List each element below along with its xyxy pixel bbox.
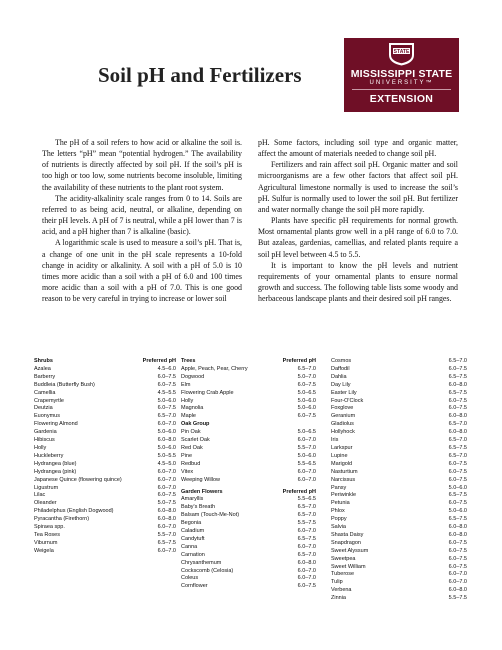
preferred-ph: 5.5–7.5 bbox=[297, 520, 316, 527]
logo-divider bbox=[352, 89, 451, 90]
table-row bbox=[331, 421, 467, 429]
preferred-ph: 6.0–7.0 bbox=[157, 524, 176, 531]
plant-name: Spiraea spp. bbox=[34, 524, 65, 531]
preferred-ph: 5.5–7.0 bbox=[297, 444, 316, 451]
plant-name: Buddleia (Butterfly Bush) bbox=[34, 381, 95, 388]
plant-name: Oleander bbox=[34, 500, 57, 507]
table-row bbox=[181, 437, 316, 445]
preferred-ph: 5.0–5.5 bbox=[157, 452, 176, 459]
table-row bbox=[331, 556, 467, 564]
paragraph: Plants have specific pH requirements for normal growth. Most ornamental plants grow well in a pH range of 6.0 to 7.0. But azaleas, gardenias, camellias, and related plants require a soil pH level between 4.5 to 5.5. bbox=[258, 216, 458, 259]
table-row bbox=[181, 583, 316, 591]
preferred-ph: 6.0–7.0 bbox=[157, 421, 176, 428]
preferred-ph: 6.0–7.5 bbox=[157, 405, 176, 412]
preferred-ph: 5.0–6.0 bbox=[297, 452, 316, 459]
preferred-ph: 6.5–7.0 bbox=[297, 365, 316, 372]
preferred-ph: 6.0–7.0 bbox=[157, 476, 176, 483]
plant-name: Redbud bbox=[181, 460, 201, 467]
table-row bbox=[181, 382, 316, 390]
plant-name: Petunia bbox=[331, 500, 350, 507]
paragraph: It is important to know the pH levels and nutrient requirements of your ornamental plants to ensure normal growth and success. The following table lists some woody and herbaceous landscape plants and their desired soil pH ranges. bbox=[258, 260, 458, 304]
plant-name: Poppy bbox=[331, 516, 347, 523]
plant-name: Canna bbox=[181, 543, 198, 550]
preferred-ph: 6.0–7.0 bbox=[157, 468, 176, 475]
preferred-ph: 6.5–7.0 bbox=[448, 437, 467, 444]
table-row bbox=[331, 461, 467, 469]
preferred-ph: 6.0–8.0 bbox=[448, 413, 467, 420]
plant-name: Weigela bbox=[34, 547, 54, 554]
preferred-ph: 6.0–7.0 bbox=[297, 528, 316, 535]
table-row bbox=[331, 508, 467, 516]
paragraph: Fertilizers and rain affect soil pH. Organic matter and soil microorganisms are a few other factors that affect soil pH. Agricultural limestone normally is used to increase the soil’s pH. Sulfur is normally used to lower the soil pH. But fertilizer and water normally change the soil pH more rapidly. bbox=[258, 160, 458, 214]
table-row bbox=[34, 532, 176, 540]
table-row bbox=[331, 548, 467, 556]
table-row bbox=[34, 366, 176, 374]
table-row bbox=[331, 413, 467, 421]
plant-name: Hollyhock bbox=[331, 429, 355, 436]
plant-name: Vitex bbox=[181, 468, 194, 475]
plant-name: Coleus bbox=[181, 575, 199, 582]
preferred-ph: 6.0–7.5 bbox=[448, 460, 467, 467]
plant-name: Nasturtium bbox=[331, 468, 358, 475]
logo-university-name: MISSISSIPPI STATE bbox=[350, 68, 453, 80]
plant-name: Larkspur bbox=[331, 444, 353, 451]
table-row bbox=[34, 390, 176, 398]
table-row bbox=[181, 560, 316, 568]
preferred-ph: 5.5–7.0 bbox=[157, 531, 176, 538]
plant-name: Zinnia bbox=[331, 595, 346, 602]
table-row bbox=[34, 500, 176, 508]
state-shield-icon bbox=[388, 42, 415, 66]
preferred-ph: 4.5–5.0 bbox=[157, 460, 176, 467]
preferred-ph: 6.5–7.5 bbox=[157, 539, 176, 546]
preferred-ph: 5.0–6.0 bbox=[448, 484, 467, 491]
table-row bbox=[181, 520, 316, 528]
plant-name: Salvia bbox=[331, 524, 346, 531]
plant-name: Deutzia bbox=[34, 405, 53, 412]
page-title: Soil pH and Fertilizers bbox=[98, 63, 302, 87]
logo-university-label: UNIVERSITY™ bbox=[369, 80, 434, 86]
plant-name: Shasta Daisy bbox=[331, 531, 364, 538]
table-row bbox=[34, 398, 176, 406]
table-row bbox=[181, 405, 316, 413]
plant-name: Carnation bbox=[181, 551, 205, 558]
preferred-ph: 6.0–7.0 bbox=[297, 567, 316, 574]
plant-name: Lupine bbox=[331, 452, 348, 459]
table-row bbox=[34, 461, 176, 469]
preferred-ph: 6.0–8.0 bbox=[448, 587, 467, 594]
table-row bbox=[331, 587, 467, 595]
plant-name: Red Oak bbox=[181, 444, 203, 451]
table-row bbox=[34, 413, 176, 421]
msu-extension-logo bbox=[344, 38, 459, 112]
plant-name: Flowering Crab Apple bbox=[181, 389, 234, 396]
plant-name: Pine bbox=[181, 452, 193, 459]
table-row bbox=[34, 492, 176, 500]
table-row bbox=[181, 568, 316, 576]
preferred-ph: 5.0–6.0 bbox=[157, 429, 176, 436]
table-row bbox=[331, 492, 467, 500]
table-row bbox=[34, 453, 176, 461]
preferred-ph: 6.0–8.0 bbox=[297, 559, 316, 566]
table-row bbox=[181, 366, 316, 374]
table-row bbox=[331, 445, 467, 453]
preferred-ph: 6.0–8.0 bbox=[448, 531, 467, 538]
plant-name: Cornflower bbox=[181, 583, 208, 590]
preferred-ph: 6.0–7.0 bbox=[297, 476, 316, 483]
table-row bbox=[331, 564, 467, 572]
plant-name: Cockscomb (Celosia) bbox=[181, 567, 234, 574]
preferred-ph: 6.0–7.5 bbox=[448, 405, 467, 412]
preferred-ph: 6.5–7.0 bbox=[448, 358, 467, 364]
preferred-ph: 6.5–7.5 bbox=[448, 516, 467, 523]
plant-name: Easter Lily bbox=[331, 389, 357, 396]
plant-name: Hydrangea (blue) bbox=[34, 460, 77, 467]
table-row bbox=[331, 405, 467, 413]
preferred-ph: 6.5–7.5 bbox=[448, 373, 467, 380]
preferred-ph: 5.0–6.0 bbox=[157, 444, 176, 451]
preferred-ph: 6.5–7.0 bbox=[297, 504, 316, 511]
plant-name: Marigold bbox=[331, 460, 353, 467]
table-row bbox=[34, 374, 176, 382]
ph-table-shrubs bbox=[34, 358, 176, 556]
preferred-ph: 6.0–7.5 bbox=[448, 563, 467, 570]
table-row bbox=[34, 469, 176, 477]
preferred-ph: 6.0–7.5 bbox=[448, 500, 467, 507]
table-row bbox=[181, 429, 316, 437]
table-row bbox=[331, 358, 467, 366]
preferred-ph: 5.0–7.0 bbox=[297, 373, 316, 380]
plant-name: Elm bbox=[181, 381, 191, 388]
body-column-right bbox=[258, 137, 458, 304]
preferred-ph: 6.0–7.0 bbox=[448, 571, 467, 578]
preferred-ph: 5.0–6.5 bbox=[297, 429, 316, 436]
preferred-ph: 6.0–7.5 bbox=[448, 547, 467, 554]
preferred-ph: 6.0–8.0 bbox=[448, 524, 467, 531]
plant-name: Trees bbox=[181, 358, 196, 364]
table-row bbox=[181, 575, 316, 583]
table-row bbox=[331, 532, 467, 540]
preferred-ph: 6.5–7.5 bbox=[297, 535, 316, 542]
preferred-ph: 6.0–7.5 bbox=[297, 413, 316, 420]
preferred-ph: 6.0–7.0 bbox=[297, 468, 316, 475]
preferred-ph: 6.5–7.0 bbox=[157, 413, 176, 420]
plant-name: Chrysanthemum bbox=[181, 559, 222, 566]
preferred-ph: 4.5–5.5 bbox=[157, 389, 176, 396]
plant-name: Apple, Peach, Pear, Cherry bbox=[181, 365, 248, 372]
preferred-ph: 6.0–7.5 bbox=[157, 381, 176, 388]
preferred-ph: 6.5–7.5 bbox=[448, 389, 467, 396]
preferred-ph: 5.0–6.0 bbox=[448, 508, 467, 515]
plant-name: Caladium bbox=[181, 528, 205, 535]
preferred-ph: 5.0–6.5 bbox=[297, 389, 316, 396]
plant-name: Holly bbox=[34, 444, 47, 451]
paragraph: The acidity-alkalinity scale ranges from 0 to 14. Soils are referred to as being acid, neutral, or alkaline, depending on their pH levels. A pH of 7 is neutral, while a pH lower than 7 is acid, and a pH higher than 7 is alkaline (basic). bbox=[42, 193, 242, 237]
plant-name: Shrubs bbox=[34, 358, 53, 364]
table-row bbox=[34, 405, 176, 413]
ph-table-trees-flowers bbox=[181, 358, 316, 591]
table-row bbox=[34, 437, 176, 445]
plant-name: Hydrangea (pink) bbox=[34, 468, 77, 475]
table-row bbox=[34, 477, 176, 485]
plant-name: Lilac bbox=[34, 492, 46, 499]
plant-name: Weeping Willow bbox=[181, 476, 221, 483]
plant-name: Garden Flowers bbox=[181, 488, 223, 495]
plant-name: Foxglove bbox=[331, 405, 354, 412]
preferred-ph: 6.5–7.0 bbox=[448, 452, 467, 459]
table-row bbox=[34, 429, 176, 437]
table-row bbox=[331, 366, 467, 374]
table-row bbox=[331, 453, 467, 461]
table-row bbox=[34, 485, 176, 493]
table-row bbox=[331, 477, 467, 485]
shield-text: STATE bbox=[393, 49, 410, 55]
table-row bbox=[331, 595, 467, 603]
preferred-ph: 6.0–7.0 bbox=[297, 543, 316, 550]
plant-name: Balsam (Touch-Me-Not) bbox=[181, 512, 240, 519]
table-row bbox=[181, 390, 316, 398]
table-row bbox=[181, 528, 316, 536]
body-column-left bbox=[42, 137, 242, 304]
table-row bbox=[34, 508, 176, 516]
preferred-ph: Preferred pH bbox=[282, 358, 316, 364]
preferred-ph: 6.0–7.5 bbox=[448, 365, 467, 372]
preferred-ph: 5.0–6.0 bbox=[157, 397, 176, 404]
table-row bbox=[34, 445, 176, 453]
plant-name: Cosmos bbox=[331, 358, 352, 364]
table-row bbox=[34, 540, 176, 548]
table-row bbox=[181, 536, 316, 544]
plant-name: Azalea bbox=[34, 365, 51, 372]
preferred-ph: 6.0–7.5 bbox=[448, 539, 467, 546]
preferred-ph: 6.0–7.0 bbox=[297, 437, 316, 444]
table-row bbox=[181, 544, 316, 552]
table-row bbox=[181, 461, 316, 469]
plant-name: Dogwood bbox=[181, 373, 205, 380]
preferred-ph: 6.0–7.5 bbox=[157, 373, 176, 380]
plant-name: Camellia bbox=[34, 389, 56, 396]
preferred-ph: 6.0–7.0 bbox=[297, 575, 316, 582]
plant-name: Baby's Breath bbox=[181, 504, 216, 511]
table-row bbox=[331, 579, 467, 587]
preferred-ph: 5.5–6.5 bbox=[297, 460, 316, 467]
plant-name: Tea Roses bbox=[34, 531, 60, 538]
table-row bbox=[331, 398, 467, 406]
table-row bbox=[34, 516, 176, 524]
table-row bbox=[34, 548, 176, 556]
preferred-ph: 6.5–7.5 bbox=[448, 444, 467, 451]
plant-name: Four-O'Clock bbox=[331, 397, 364, 404]
table-row bbox=[181, 374, 316, 382]
plant-name: Snapdragon bbox=[331, 539, 361, 546]
paragraph: pH. Some factors, including soil type and organic matter, affect the amount of materials needed to change soil pH. bbox=[258, 138, 458, 159]
preferred-ph: 4.5–6.0 bbox=[157, 365, 176, 372]
plant-name: Gardenia bbox=[34, 429, 57, 436]
table-row bbox=[181, 469, 316, 477]
plant-name: Huckleberry bbox=[34, 452, 64, 459]
preferred-ph: 6.0–8.0 bbox=[157, 516, 176, 523]
table-row bbox=[331, 571, 467, 579]
table-row bbox=[181, 398, 316, 406]
table-row bbox=[331, 437, 467, 445]
plant-name: Verbena bbox=[331, 587, 352, 594]
preferred-ph: 5.0–6.0 bbox=[297, 405, 316, 412]
logo-extension-label: EXTENSION bbox=[369, 93, 434, 105]
preferred-ph: 6.5–7.0 bbox=[448, 421, 467, 428]
preferred-ph: Preferred pH bbox=[142, 358, 176, 364]
preferred-ph: 6.0–8.0 bbox=[157, 437, 176, 444]
plant-name: Day Lily bbox=[331, 381, 351, 388]
plant-name: Periwinkle bbox=[331, 492, 357, 499]
preferred-ph: 5.0–7.5 bbox=[157, 500, 176, 507]
table-row bbox=[331, 516, 467, 524]
table-row bbox=[181, 445, 316, 453]
plant-name: Scarlet Oak bbox=[181, 437, 210, 444]
table-row bbox=[34, 421, 176, 429]
table-row bbox=[181, 477, 316, 485]
plant-name: Geranium bbox=[331, 413, 356, 420]
preferred-ph: 6.0–7.0 bbox=[157, 484, 176, 491]
plant-name: Begonia bbox=[181, 520, 202, 527]
ph-table-flowers-continued bbox=[331, 358, 467, 603]
preferred-ph: 6.5–7.0 bbox=[297, 551, 316, 558]
plant-name: Pyracantha (Firethorn) bbox=[34, 516, 90, 523]
plant-name: Daffodil bbox=[331, 365, 350, 372]
preferred-ph: 6.5–7.5 bbox=[448, 492, 467, 499]
plant-name: Oak Group bbox=[181, 421, 210, 428]
table-row bbox=[331, 500, 467, 508]
table-header bbox=[181, 358, 316, 366]
plant-name: Flowering Almond bbox=[34, 421, 78, 428]
plant-name: Magnolia bbox=[181, 405, 204, 412]
table-row bbox=[331, 429, 467, 437]
preferred-ph: 5.5–7.5 bbox=[448, 595, 467, 602]
table-row bbox=[181, 496, 316, 504]
plant-name: Barberry bbox=[34, 373, 56, 380]
table-row bbox=[181, 504, 316, 512]
preferred-ph: 6.0–8.0 bbox=[448, 381, 467, 388]
plant-name: Gladiolus bbox=[331, 421, 354, 428]
table-row bbox=[331, 485, 467, 493]
table-row bbox=[331, 382, 467, 390]
plant-name: Narcissus bbox=[331, 476, 356, 483]
table-row bbox=[331, 524, 467, 532]
table-row bbox=[331, 469, 467, 477]
preferred-ph: 6.0–7.5 bbox=[448, 468, 467, 475]
preferred-ph: 6.0–7.0 bbox=[157, 547, 176, 554]
plant-name: Pansy bbox=[331, 484, 347, 491]
preferred-ph: 6.0–7.5 bbox=[157, 492, 176, 499]
preferred-ph: 6.5–7.0 bbox=[297, 512, 316, 519]
plant-name: Euonymus bbox=[34, 413, 60, 420]
plant-name: Holly bbox=[181, 397, 194, 404]
preferred-ph: 5.0–6.0 bbox=[297, 397, 316, 404]
plant-name: Tulip bbox=[331, 579, 343, 586]
table-row bbox=[331, 390, 467, 398]
plant-name: Pin Oak bbox=[181, 429, 201, 436]
plant-name: Crapemyrtle bbox=[34, 397, 64, 404]
table-row bbox=[181, 512, 316, 520]
table-row bbox=[34, 382, 176, 390]
plant-name: Philadelphus (English Dogwood) bbox=[34, 508, 114, 515]
plant-name: Amaryllis bbox=[181, 496, 204, 503]
preferred-ph: 6.0–7.5 bbox=[297, 583, 316, 590]
plant-name: Maple bbox=[181, 413, 196, 420]
preferred-ph: 6.0–7.0 bbox=[448, 579, 467, 586]
table-row bbox=[331, 540, 467, 548]
plant-name: Ligustrum bbox=[34, 484, 59, 491]
table-row bbox=[34, 524, 176, 532]
table-row bbox=[181, 453, 316, 461]
table-row bbox=[181, 413, 316, 421]
plant-name: Sweetpea bbox=[331, 555, 356, 562]
preferred-ph: 6.0–7.5 bbox=[448, 476, 467, 483]
preferred-ph: 6.0–7.5 bbox=[448, 555, 467, 562]
plant-name: Candytuft bbox=[181, 535, 205, 542]
preferred-ph: Preferred pH bbox=[282, 488, 316, 495]
plant-name: Phlox bbox=[331, 508, 345, 515]
paragraph: The pH of a soil refers to how acid or alkaline the soil is. The letters “pH” mean “potential hydrogen.” The availability of nutrients is directly affected by soil pH. If the soil’s pH is too high or too low, some nutrients become insoluble, limiting the availability of these nutrients to the plant root system. bbox=[42, 138, 242, 192]
plant-name: Viburnum bbox=[34, 539, 58, 546]
plant-name: Dahlia bbox=[331, 373, 347, 380]
plant-name: Japanese Quince (flowering quince) bbox=[34, 476, 122, 483]
preferred-ph: 5.5–6.5 bbox=[297, 496, 316, 503]
preferred-ph: 6.0–7.5 bbox=[297, 381, 316, 388]
preferred-ph: 6.0–8.0 bbox=[448, 429, 467, 436]
plant-name: Iris bbox=[331, 437, 339, 444]
table-row bbox=[331, 374, 467, 382]
preferred-ph: 6.0–7.5 bbox=[448, 397, 467, 404]
paragraph: A logarithmic scale is used to measure a soil’s pH. That is, a change of one unit in the pH scale represents a 10-fold change in acidity or alkalinity. A soil with a pH of 5.0 is 10 times more acidic than a soil with a pH of 6.0 and 100 times more acidic than a soil with a pH of 7.0. This is one good reason to be very careful in trying to increase or lower soil bbox=[42, 238, 242, 304]
table-subheader bbox=[181, 421, 316, 429]
table-row bbox=[181, 552, 316, 560]
preferred-ph: 6.0–8.0 bbox=[157, 508, 176, 515]
table-header bbox=[34, 358, 176, 366]
table-header bbox=[181, 489, 316, 497]
plant-name: Hibiscus bbox=[34, 437, 55, 444]
plant-name: Sweet Alyssum bbox=[331, 547, 369, 554]
plant-name: Sweet William bbox=[331, 563, 366, 570]
plant-name: Tuberose bbox=[331, 571, 355, 578]
